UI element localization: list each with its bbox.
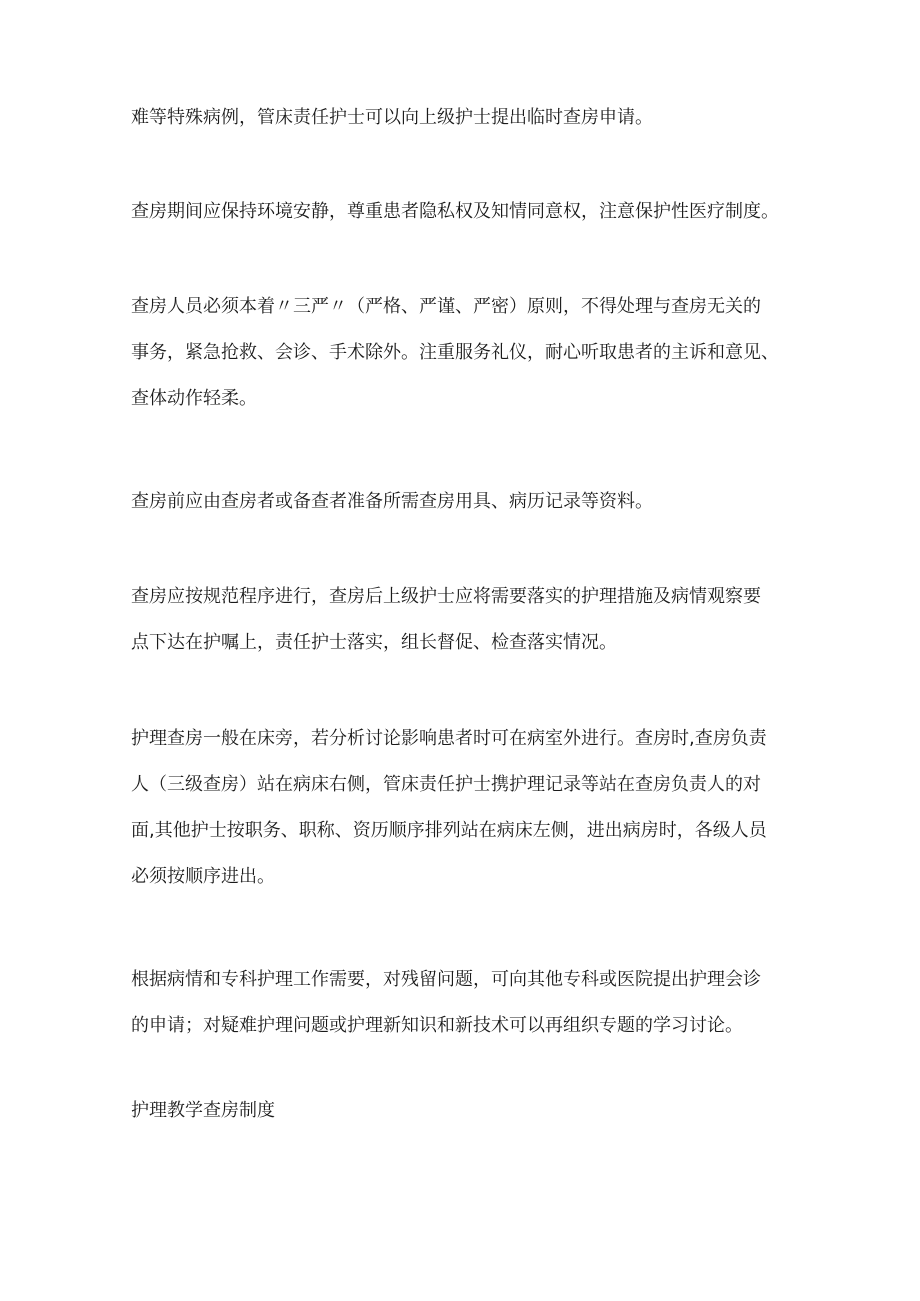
paragraph-standard-procedure	[131, 574, 799, 666]
paragraph-line: 查房前应由查房者或备查者准备所需查房用具、病历记录等资料。	[131, 491, 653, 512]
paragraph-line: 根据病情和专科护理工作需要，对残留问题，可向其他专科或医院提出护理会诊	[131, 969, 761, 990]
paragraph-temporary-rounds-request	[131, 95, 799, 141]
paragraph-line: 查体动作轻柔。	[131, 388, 257, 409]
paragraph-line: 查房应按规范程序进行，查房后上级护士应将需要落实的护理措施及病情观察要	[131, 586, 761, 607]
paragraph-environment-privacy	[131, 189, 799, 235]
paragraph-line: 事务，紧急抢救、会诊、手术除外。注重服务礼仪，耐心听取患者的主诉和意见、	[131, 342, 779, 363]
paragraph-line: 点下达在护嘱上，责任护士落实，组长督促、检查落实情况。	[131, 632, 617, 653]
paragraph-line: 必须按顺序进出。	[131, 866, 275, 887]
paragraph-line: 查房期间应保持环境安静，尊重患者隐私权及知情同意权，注意保护性医疗制度。	[131, 201, 779, 222]
paragraph-line: 护理查房一般在床旁，若分析讨论影响患者时可在病室外进行。查房时,查房负责	[131, 728, 767, 749]
paragraph-bedside-positions	[131, 716, 799, 900]
paragraph-line: 人（三级查房）站在病床右侧，管床责任护士携护理记录等站在查房负责人的对	[131, 774, 761, 795]
section-heading: 护理教学查房制度	[131, 1100, 275, 1121]
paragraph-line: 的申请；对疑难护理问题或护理新知识和新技术可以再组织专题的学习讨论。	[131, 1015, 743, 1036]
paragraph-preparation	[131, 479, 799, 525]
paragraph-line: 查房人员必须本着〃三严〃（严格、严谨、严密）原则，不得处理与查房无关的	[131, 296, 761, 317]
paragraph-line: 难等特殊病例，管床责任护士可以向上级护士提出临时查房申请。	[131, 107, 653, 128]
paragraph-three-strict-principle	[131, 284, 799, 422]
paragraph-consultation-request	[131, 957, 799, 1049]
paragraph-line: 面,其他护士按职务、职称、资历顺序排列站在病床左侧，进出病房时，各级人员	[131, 820, 767, 841]
